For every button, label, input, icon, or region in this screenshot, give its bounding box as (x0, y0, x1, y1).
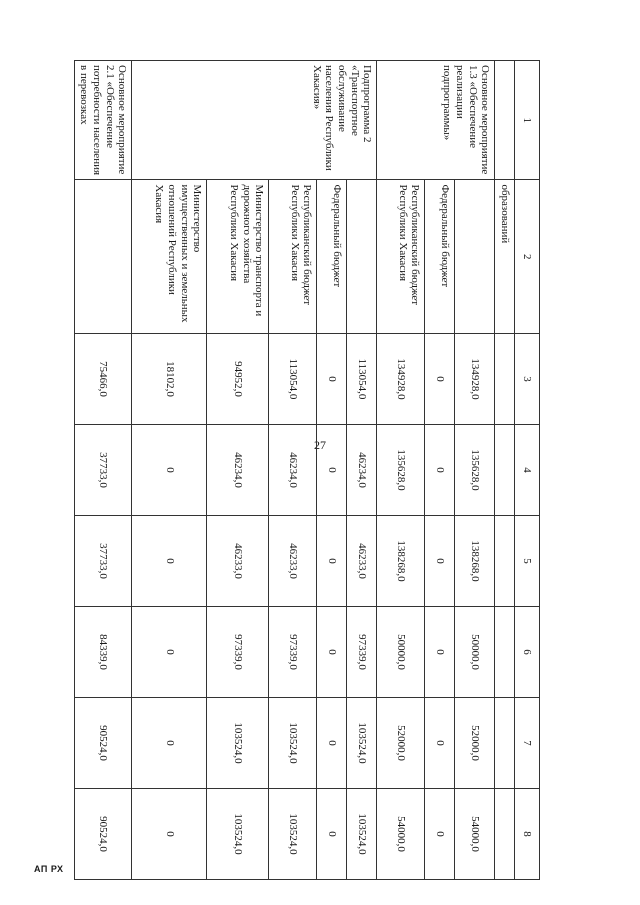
table-row (207, 61, 269, 880)
table-cell (74, 180, 132, 334)
table-cell: 0 (132, 698, 207, 789)
header-cell: 4 (515, 425, 540, 516)
table-cell: 103524,0 (347, 789, 377, 880)
table-cell: 103524,0 (207, 789, 269, 880)
table-cell: 46233,0 (207, 516, 269, 607)
table-row (317, 61, 347, 880)
table-cell: 18102,0 (132, 334, 207, 425)
table-cell (495, 698, 515, 789)
table-cell: 103524,0 (269, 789, 317, 880)
table-cell: 0 (317, 789, 347, 880)
header-cell: 2 (515, 180, 540, 334)
table-cell: 54000,0 (377, 789, 425, 880)
table-cell: 0 (425, 698, 455, 789)
table-cell: 0 (317, 607, 347, 698)
table-cell: 90524,0 (74, 789, 132, 880)
table-cell: 0 (317, 425, 347, 516)
table-cell: 52000,0 (455, 698, 495, 789)
table-cell: Основное мероприятие 1.3 «Обеспечение реализации подпрограммы» (377, 61, 495, 180)
table-cell: 46233,0 (347, 516, 377, 607)
table-cell: 103524,0 (207, 698, 269, 789)
table-cell: 0 (132, 607, 207, 698)
table-cell: 37733,0 (74, 516, 132, 607)
table-cell: 0 (317, 698, 347, 789)
rotated-table-container (78, 60, 540, 880)
table-cell: 52000,0 (377, 698, 425, 789)
header-cell: 7 (515, 698, 540, 789)
table-cell: 0 (425, 607, 455, 698)
header-cell: 6 (515, 607, 540, 698)
table-cell: 54000,0 (455, 789, 495, 880)
table-row (455, 61, 495, 880)
header-row (515, 61, 540, 880)
table-cell: 97339,0 (347, 607, 377, 698)
table-cell: Подпрограмма 2 «Транспортное обслуживание населения Республики Хакасия» (132, 61, 377, 180)
table-cell: 0 (425, 425, 455, 516)
table-cell: 134928,0 (455, 334, 495, 425)
table-row (425, 61, 455, 880)
header-cell: 3 (515, 334, 540, 425)
budget-table (74, 60, 540, 880)
page-number: 27 (314, 438, 326, 452)
table-cell: 103524,0 (269, 698, 317, 789)
table-cell: 46234,0 (207, 425, 269, 516)
table-cell: 37733,0 (74, 425, 132, 516)
table-cell: 0 (132, 425, 207, 516)
table-cell: 103524,0 (347, 698, 377, 789)
table-cell: Республиканский бюджет Республики Хакасия (269, 180, 317, 334)
table-cell: 50000,0 (377, 607, 425, 698)
table-row (74, 61, 132, 880)
archive-stamp: АП РХ (34, 864, 64, 874)
table-cell: 90524,0 (74, 698, 132, 789)
table-cell (495, 607, 515, 698)
table-cell: 0 (317, 334, 347, 425)
table-cell (495, 789, 515, 880)
table-cell: 135628,0 (377, 425, 425, 516)
table-cell: 94952,0 (207, 334, 269, 425)
table-row (377, 61, 425, 880)
table-cell: 84339,0 (74, 607, 132, 698)
table-cell (495, 334, 515, 425)
table-cell: 138268,0 (377, 516, 425, 607)
table-cell: 46234,0 (269, 425, 317, 516)
table-cell: 97339,0 (207, 607, 269, 698)
table-cell: Республиканский бюджет Республики Хакасия (377, 180, 425, 334)
table-cell: 135628,0 (455, 425, 495, 516)
table-cell: 0 (132, 516, 207, 607)
table-cell: 75466,0 (74, 334, 132, 425)
table-cell: 46234,0 (347, 425, 377, 516)
header-cell: 1 (515, 61, 540, 180)
table-cell: 0 (425, 334, 455, 425)
table-cell (347, 180, 377, 334)
table-cell: 113054,0 (347, 334, 377, 425)
table-cell: 50000,0 (455, 607, 495, 698)
table-cell (495, 425, 515, 516)
table-cell: Основное мероприятие 2.1 «Обеспечение потребности населения в перевозках (74, 61, 132, 180)
table-cell (495, 516, 515, 607)
table-cell: образований (495, 180, 515, 334)
table-row (132, 61, 207, 880)
table-cell: Министерство транспорта и дорожного хозяйства Республики Хакасия (207, 180, 269, 334)
table-cell: 46233,0 (269, 516, 317, 607)
table-cell: Федеральный бюджет (317, 180, 347, 334)
header-cell: 5 (515, 516, 540, 607)
table-row (347, 61, 377, 880)
table-cell (455, 180, 495, 334)
table-cell: 134928,0 (377, 334, 425, 425)
table-cell: 113054,0 (269, 334, 317, 425)
table-cell: 0 (132, 789, 207, 880)
table-cell: 138268,0 (455, 516, 495, 607)
table-cell: Федеральный бюджет (425, 180, 455, 334)
table-cell: 97339,0 (269, 607, 317, 698)
table-cell: 0 (317, 516, 347, 607)
table-cell: 0 (425, 789, 455, 880)
table-cell (495, 61, 515, 180)
table-cell: Министерство имущественных и земельных отношений Республики Хакасия (132, 180, 207, 334)
table-row (495, 61, 515, 880)
header-cell: 8 (515, 789, 540, 880)
table-row (269, 61, 317, 880)
table-cell: 0 (425, 516, 455, 607)
